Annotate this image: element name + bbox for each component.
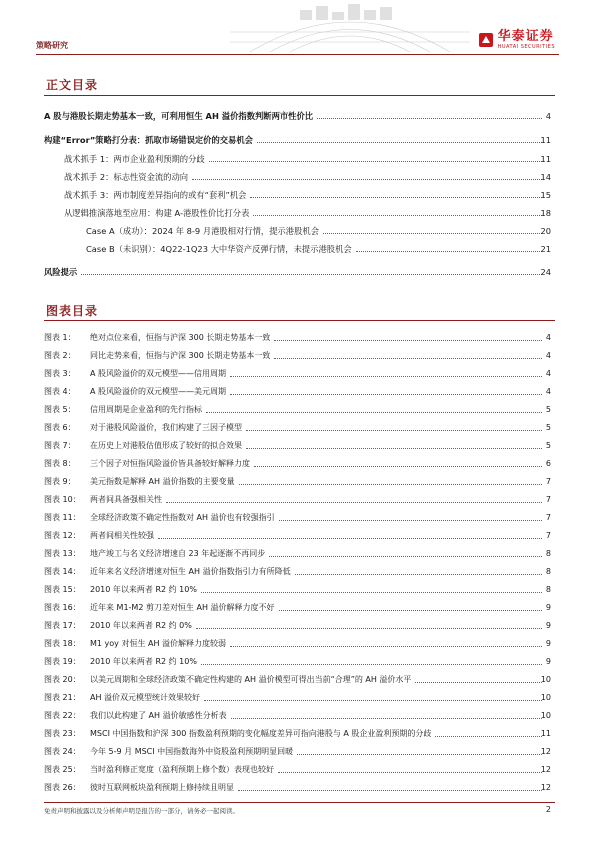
leader-dots [246, 448, 542, 449]
figure-title: 以美元周期和全球经济政策不确定性构建的 AH 溢价模型可得出当前“合理”的 AH 溢价水平 [90, 675, 412, 684]
toc-entry-page: 18 [540, 208, 551, 218]
figure-page: 12 [540, 747, 551, 756]
figure-entry[interactable] [0, 421, 595, 434]
header-divider [36, 54, 559, 55]
figure-page: 9 [545, 621, 551, 630]
brand-logo [478, 30, 555, 50]
figure-page: 10 [540, 711, 551, 720]
figures-title-rule [44, 320, 555, 321]
figure-page: 4 [545, 369, 551, 378]
toc-entry[interactable] [0, 265, 595, 279]
figure-entry[interactable] [0, 331, 595, 344]
toc-entry-page: 21 [540, 244, 551, 254]
leader-dots [279, 520, 542, 521]
figure-label: 图表 20： [44, 675, 81, 684]
figure-page: 8 [545, 549, 551, 558]
figure-page: 5 [545, 405, 551, 414]
toc-entry-page: 20 [540, 226, 551, 236]
leader-dots [204, 700, 542, 701]
leader-dots [238, 790, 542, 791]
toc-title: 正文目录 [46, 78, 99, 92]
figure-page: 12 [540, 783, 551, 792]
figure-entry[interactable] [0, 763, 595, 776]
toc-entry[interactable] [0, 133, 595, 147]
leader-dots [323, 233, 542, 234]
figure-title: AH 溢价双元模型统计效果较好 [90, 693, 201, 702]
toc-entry[interactable] [0, 206, 595, 220]
figure-title: 美元指数是解释 AH 溢价指数的主要变量 [90, 477, 235, 486]
figure-page: 6 [545, 459, 551, 468]
toc-entry[interactable] [0, 242, 595, 256]
figure-label: 图表 12： [44, 531, 81, 540]
figure-title: A 股风险溢价的双元模型——美元周期 [90, 387, 227, 396]
leader-dots [201, 664, 542, 665]
leader-dots [158, 538, 542, 539]
figures-title: 图表目录 [46, 304, 99, 318]
footer-disclaimer: 免责声明和披露以及分析师声明是报告的一部分，请务必一起阅读。 [44, 807, 239, 815]
figure-page: 10 [540, 693, 551, 702]
figure-title: 两者间具备强相关性 [90, 495, 162, 504]
figure-title: A 股风险溢价的双元模型——信用周期 [90, 369, 227, 378]
leader-dots [209, 161, 542, 162]
leader-dots [257, 142, 542, 143]
figure-title: 今年 5-9 月 MSCI 中国指数海外中资股盈利预期明显回暖 [90, 747, 294, 756]
figure-title: 信用周期是企业盈利的先行指标 [90, 405, 202, 414]
leader-dots [279, 610, 542, 611]
figure-title: M1 yoy 对恒生 AH 溢价解释力度较弱 [90, 639, 227, 648]
figure-title: 在历史上对港股估值形成了较好的拟合效果 [90, 441, 242, 450]
leader-dots [435, 736, 542, 737]
section-label: 策略研究 [36, 41, 68, 50]
toc-entry-text: 从逻辑推演落地至应用：构建 A-港股性价比打分表 [64, 208, 250, 218]
leader-dots [274, 340, 542, 341]
toc-entry[interactable] [0, 188, 595, 202]
leader-dots [206, 412, 542, 413]
toc-entry-text: 战术抓手 3：两市制度差异指向的或有“套利”机会 [64, 190, 247, 200]
figure-entry[interactable] [0, 349, 595, 362]
brand-mark-icon [478, 32, 494, 48]
figure-label: 图表 4： [44, 387, 76, 396]
figure-label: 图表 19： [44, 657, 81, 666]
leader-dots [231, 718, 542, 719]
figure-label: 图表 9： [44, 477, 76, 486]
toc-entry[interactable] [0, 224, 595, 238]
leader-dots [166, 502, 542, 503]
figure-label: 图表 15： [44, 585, 81, 594]
figure-title: 两者间相关性较强 [90, 531, 154, 540]
figure-label: 图表 2： [44, 351, 76, 360]
figure-title: 地产竣工与名义经济增速自 23 年起逐渐不再同步 [90, 549, 266, 558]
figure-entry[interactable] [0, 403, 595, 416]
figure-page: 10 [540, 675, 551, 684]
leader-dots [230, 646, 542, 647]
figure-label: 图表 21： [44, 693, 81, 702]
figure-page: 7 [545, 513, 551, 522]
figure-page: 11 [540, 729, 551, 738]
figure-page: 4 [545, 333, 551, 342]
leader-dots [250, 197, 542, 198]
page-number: 2 [545, 805, 551, 814]
figure-entry[interactable] [0, 529, 595, 542]
leader-dots [297, 754, 542, 755]
leader-dots [81, 274, 542, 275]
figure-page: 7 [545, 495, 551, 504]
figure-entry[interactable] [0, 601, 595, 614]
toc-entry-text: 战术抓手 2：标志性资金流的动向 [64, 172, 189, 182]
figure-title: 三个因子对恒指风险溢价皆具备较好解释力度 [90, 459, 250, 468]
leader-dots [196, 628, 542, 629]
figure-entry[interactable] [0, 673, 595, 686]
leader-dots [192, 179, 542, 180]
figure-label: 图表 16： [44, 603, 81, 612]
toc-entry-text: A 股与港股长期走势基本一致，可利用恒生 AH 溢价指数判断两市性价比 [44, 111, 314, 121]
leader-dots [253, 215, 542, 216]
figure-entry[interactable] [0, 745, 595, 758]
figure-page: 9 [545, 657, 551, 666]
figure-label: 图表 3： [44, 369, 76, 378]
figure-page: 9 [545, 639, 551, 648]
toc-entry-text: 风险提示 [44, 267, 78, 277]
figure-page: 4 [545, 387, 551, 396]
toc-entry-page: 24 [540, 267, 551, 277]
figure-page: 8 [545, 567, 551, 576]
leader-dots [201, 592, 542, 593]
figure-label: 图表 18： [44, 639, 81, 648]
toc-entry[interactable] [0, 152, 595, 166]
figure-entry[interactable] [0, 637, 595, 650]
leader-dots [230, 376, 542, 377]
figure-page: 7 [545, 477, 551, 486]
figure-page: 5 [545, 423, 551, 432]
figure-entry[interactable] [0, 565, 595, 578]
figure-title: 2010 年以来两者 R2 约 10% [90, 585, 197, 594]
toc-entry-page: 11 [540, 135, 551, 145]
figure-page: 9 [545, 603, 551, 612]
leader-dots [269, 556, 542, 557]
figure-title: 2010 年以来两者 R2 约 0% [90, 621, 192, 630]
toc-entry-text: Case B（未识别）：4Q22-1Q23 大中华资产反弹行情，未提示港股机会 [86, 244, 352, 254]
figure-label: 图表 13： [44, 549, 81, 558]
toc-title-rule [44, 95, 555, 96]
leader-dots [415, 682, 542, 683]
figure-title: 近年来 M1-M2 剪刀差对恒生 AH 溢价解释力度不好 [90, 603, 275, 612]
toc-entry-page: 4 [545, 111, 551, 121]
figure-label: 图表 17： [44, 621, 81, 630]
figure-entry[interactable] [0, 547, 595, 560]
figure-page: 7 [545, 531, 551, 540]
figure-entry[interactable] [0, 655, 595, 668]
figure-label: 图表 24： [44, 747, 81, 756]
figure-label: 图表 22： [44, 711, 81, 720]
figure-title: 同比走势来看，恒指与沪深 300 长期走势基本一致 [90, 351, 271, 360]
figure-entry[interactable] [0, 475, 595, 488]
leader-dots [230, 394, 542, 395]
figure-label: 图表 10： [44, 495, 81, 504]
figure-entry[interactable] [0, 727, 595, 740]
toc-entry-page: 11 [540, 154, 551, 164]
figure-label: 图表 23： [44, 729, 81, 738]
figure-entry[interactable] [0, 583, 595, 596]
leader-dots [274, 358, 542, 359]
figure-title: 彼时互联网板块盈利预期上修持续且明显 [90, 783, 234, 792]
figure-title: 对于港股风险溢价，我们构建了三因子模型 [90, 423, 242, 432]
figure-title: 当时盈利修正宽度（盈利预期上修个数）表现也较好 [90, 765, 274, 774]
figure-label: 图表 8： [44, 459, 76, 468]
figure-entry[interactable] [0, 493, 595, 506]
figure-entry[interactable] [0, 457, 595, 470]
figure-label: 图表 1： [44, 333, 76, 342]
toc-entry-text: 战术抓手 1：两市企业盈利预期的分歧 [64, 154, 205, 164]
figure-title: 近年来名义经济增速对恒生 AH 溢价指数指引力有所降低 [90, 567, 291, 576]
leader-dots [356, 251, 542, 252]
figure-entry[interactable] [0, 691, 595, 704]
leader-dots [246, 430, 542, 431]
figure-title: 2010 年以来两者 R2 约 10% [90, 657, 197, 666]
header-decoration [230, 2, 470, 52]
toc-entry[interactable] [0, 170, 595, 184]
leader-dots [254, 466, 542, 467]
toc-entry-page: 14 [540, 172, 551, 182]
figure-label: 图表 6： [44, 423, 76, 432]
toc-entry-text: Case A（成功）：2024 年 8-9 月港股相对行情，提示港股机会 [86, 226, 319, 236]
figure-page: 4 [545, 351, 551, 360]
figure-page: 12 [540, 765, 551, 774]
leader-dots [239, 484, 542, 485]
leader-dots [317, 118, 542, 119]
figure-entry[interactable] [0, 511, 595, 524]
toc-entry-text: 构建“Error”策略打分表：抓取市场错误定价的交易机会 [44, 135, 253, 145]
figure-entry[interactable] [0, 709, 595, 722]
figure-title: 我们以此构建了 AH 溢价敏感性分析表 [90, 711, 227, 720]
figure-title: MSCI 中国指数和沪深 300 指数盈利预期的变化幅度差异可指向港股与 A 股企业盈利预期的分歧 [90, 729, 432, 738]
figure-label: 图表 25： [44, 765, 81, 774]
leader-dots [295, 574, 542, 575]
figure-title: 绝对点位来看，恒指与沪深 300 长期走势基本一致 [90, 333, 271, 342]
figure-entry[interactable] [0, 385, 595, 398]
figure-entry[interactable] [0, 781, 595, 794]
figure-page: 8 [545, 585, 551, 594]
figure-label: 图表 7： [44, 441, 76, 450]
figure-page: 5 [545, 441, 551, 450]
brand-name-cn: 华泰证券 [497, 29, 554, 44]
figure-entry[interactable] [0, 439, 595, 452]
figure-label: 图表 14： [44, 567, 81, 576]
figure-label: 图表 11： [44, 513, 81, 522]
footer-divider [44, 802, 555, 803]
figure-title: 全球经济政策不确定性指数对 AH 溢价也有较强指引 [90, 513, 275, 522]
leader-dots [278, 772, 542, 773]
toc-entry-page: 15 [540, 190, 551, 200]
brand-name-en: HUATAI SECURITIES [497, 44, 555, 50]
toc-entry[interactable] [0, 109, 595, 123]
figure-entry[interactable] [0, 619, 595, 632]
figure-label: 图表 5： [44, 405, 76, 414]
figure-entry[interactable] [0, 367, 595, 380]
figure-label: 图表 26： [44, 783, 81, 792]
